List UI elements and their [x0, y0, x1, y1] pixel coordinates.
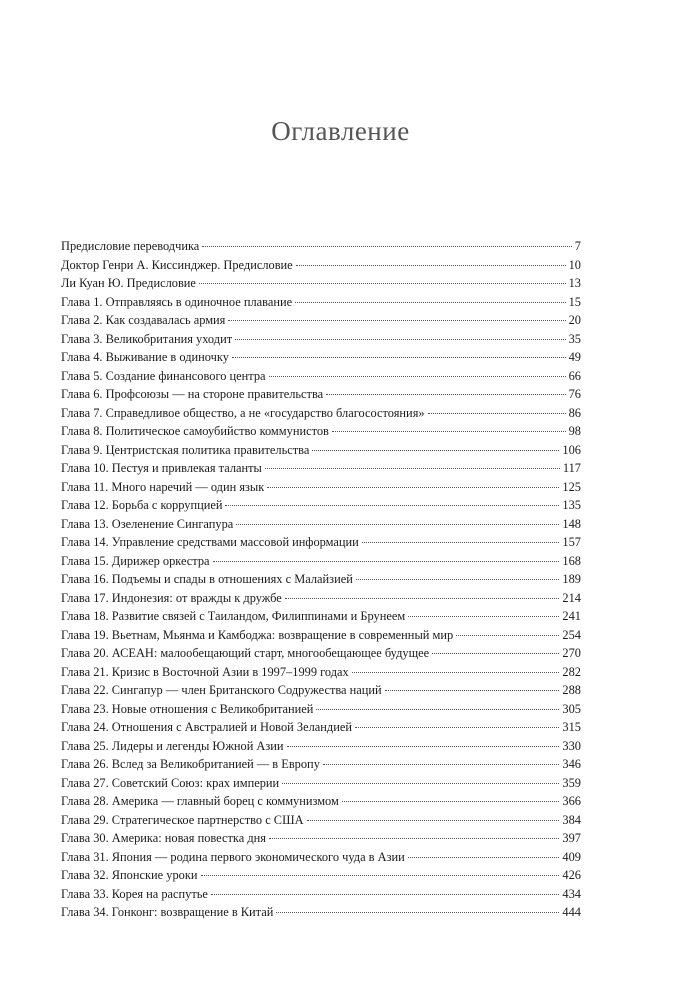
toc-entry[interactable]: [61, 293, 581, 312]
toc-entry[interactable]: [61, 737, 581, 756]
toc-dot-leader: [323, 764, 560, 765]
toc-dot-leader: [316, 709, 559, 710]
toc-entry-title: Глава 22. Сингапур — член Британского Содружества наций: [61, 683, 382, 697]
toc-dot-leader: [282, 783, 559, 784]
toc-entry[interactable]: [61, 607, 581, 626]
toc-entry[interactable]: [61, 330, 581, 349]
toc-entry-title: Глава 1. Отправляясь в одиночное плавание: [61, 294, 293, 309]
toc-dot-leader: [232, 357, 566, 358]
toc-entry-title: Глава 20. АСЕАН: малообещающий старт, многообещающее будущее: [61, 646, 430, 660]
toc-entry-page-number: 359: [562, 775, 581, 790]
toc-dot-leader: [326, 394, 565, 395]
toc-entry-title: Глава 25. Лидеры и легенды Южной Азии: [61, 738, 284, 753]
toc-entry-page-number: 282: [562, 664, 581, 679]
toc-entry-page-number: 148: [562, 516, 581, 531]
toc-dot-leader: [211, 894, 559, 895]
toc-entry-page-number: 157: [562, 535, 581, 549]
toc-entry-title: Предисловие переводчика: [61, 239, 200, 253]
toc-entry-title: Глава 10. Пестуя и привлекая таланты: [61, 461, 262, 475]
toc-entry-title: Глава 21. Кризис в Восточной Азии в 1997–1999 годах: [61, 664, 349, 679]
toc-entry-title: Доктор Генри А. Киссинджер. Предисловие: [61, 257, 293, 272]
toc-dot-leader: [385, 690, 560, 691]
toc-entry[interactable]: [61, 866, 581, 885]
toc-entry-page-number: 168: [562, 553, 581, 568]
page-title: Оглавление: [271, 116, 410, 147]
toc-entry[interactable]: [61, 811, 581, 830]
toc-entry[interactable]: [61, 311, 581, 330]
toc-dot-leader: [356, 579, 560, 580]
toc-entry-title: Глава 9. Центристская политика правительства: [61, 442, 310, 457]
toc-entry-title: Глава 19. Вьетнам, Мьянма и Камбоджа: возвращение в современный мир: [61, 627, 454, 642]
toc-entry-page-number: 434: [562, 886, 581, 901]
toc-entry-title: Глава 16. Подъемы и спады в отношениях с Малайзией: [61, 572, 353, 586]
toc-entry-page-number: 7: [574, 239, 581, 253]
toc-dot-leader: [267, 487, 559, 488]
toc-entry-title: Глава 28. Америка — главный борец с коммунизмом: [61, 794, 339, 808]
toc-entry[interactable]: [61, 663, 581, 682]
toc-entry-page-number: 86: [568, 405, 581, 420]
toc-dot-leader: [432, 653, 559, 654]
toc-entry-title: Глава 4. Выживание в одиночку: [61, 350, 229, 364]
toc-entry[interactable]: [61, 626, 581, 645]
toc-entry[interactable]: [61, 885, 581, 904]
toc-entry-title: Глава 8. Политическое самоубийство коммунистов: [61, 424, 329, 438]
toc-entry-page-number: 330: [562, 738, 581, 753]
toc-dot-leader: [276, 912, 559, 913]
toc-entry-page-number: 214: [562, 590, 581, 605]
toc-dot-leader: [199, 283, 566, 284]
toc-entry[interactable]: [61, 552, 581, 571]
toc-entry[interactable]: [61, 515, 581, 534]
toc-entry-page-number: 288: [562, 683, 581, 697]
toc-entry-title: Ли Куан Ю. Предисловие: [61, 276, 196, 290]
toc-dot-leader: [332, 431, 566, 432]
toc-dot-leader: [456, 635, 559, 636]
toc-entry-title: Глава 27. Советский Союз: крах империи: [61, 775, 280, 790]
toc-dot-leader: [265, 468, 560, 469]
toc-dot-leader: [287, 746, 560, 747]
toc-entry[interactable]: [61, 496, 581, 515]
toc-entry[interactable]: [61, 441, 581, 460]
toc-entry[interactable]: [61, 478, 581, 497]
toc-entry-title: Глава 17. Индонезия: от вражды к дружбе: [61, 590, 282, 605]
toc-entry[interactable]: [61, 681, 581, 700]
toc-entry-page-number: 135: [562, 498, 581, 512]
toc-entry-page-number: 76: [568, 387, 581, 401]
toc-dot-leader: [201, 875, 560, 876]
toc-entry-title: Глава 5. Создание финансового центра: [61, 368, 266, 383]
toc-dot-leader: [285, 598, 560, 599]
toc-entry-page-number: 15: [568, 294, 581, 309]
toc-entry-page-number: 270: [562, 646, 581, 660]
toc-entry-title: Глава 31. Япония — родина первого экономического чуда в Азии: [61, 849, 405, 864]
toc-entry-page-number: 35: [568, 331, 581, 346]
toc-entry-title: Глава 14. Управление средствами массовой информации: [61, 535, 359, 549]
toc-entry-title: Глава 18. Развитие связей с Таиландом, Филиппинами и Брунеем: [61, 609, 406, 623]
toc-entry-page-number: 125: [562, 479, 581, 494]
toc-entry-page-number: 397: [562, 831, 581, 845]
toc-dot-leader: [355, 727, 559, 728]
toc-entry[interactable]: [61, 755, 581, 774]
toc-entry-page-number: 20: [568, 313, 581, 327]
toc-entry-title: Глава 2. Как создавалась армия: [61, 313, 226, 327]
toc-dot-leader: [213, 561, 560, 562]
toc-entry[interactable]: [61, 256, 581, 275]
toc-dot-leader: [236, 524, 559, 525]
toc-dot-leader: [202, 246, 571, 247]
toc-entry-title: Глава 30. Америка: новая повестка дня: [61, 831, 266, 845]
toc-dot-leader: [352, 672, 560, 673]
toc-entry-page-number: 384: [562, 812, 581, 827]
toc-entry-page-number: 346: [562, 757, 581, 771]
toc-entry[interactable]: [61, 848, 581, 867]
toc-entry-title: Глава 12. Борьба с коррупцией: [61, 498, 223, 512]
toc-entry-page-number: 305: [562, 701, 581, 716]
toc-entry[interactable]: [61, 459, 581, 478]
toc-entry[interactable]: [61, 829, 581, 848]
toc-entry[interactable]: [61, 700, 581, 719]
toc-entry-title: Глава 23. Новые отношения с Великобританией: [61, 701, 314, 716]
toc-entry-page-number: 117: [562, 461, 581, 475]
toc-entry-title: Глава 7. Справедливое общество, а не «государство благосостояния»: [61, 405, 425, 420]
table-of-contents: [61, 237, 581, 922]
toc-entry-page-number: 366: [562, 794, 581, 808]
toc-entry[interactable]: [61, 533, 581, 552]
toc-dot-leader: [235, 339, 565, 340]
toc-entry[interactable]: [61, 367, 581, 386]
toc-dot-leader: [295, 302, 566, 303]
toc-entry-title: Глава 11. Много наречий — один язык: [61, 479, 265, 494]
toc-entry[interactable]: [61, 348, 581, 367]
toc-dot-leader: [408, 616, 559, 617]
toc-entry-page-number: 98: [568, 424, 581, 438]
toc-entry[interactable]: [61, 792, 581, 811]
toc-dot-leader: [408, 857, 560, 858]
toc-entry[interactable]: [61, 237, 581, 256]
toc-entry-page-number: 315: [562, 720, 581, 734]
toc-entry-page-number: 106: [562, 442, 581, 457]
toc-dot-leader: [362, 542, 560, 543]
toc-entry-page-number: 10: [568, 257, 581, 272]
toc-dot-leader: [296, 265, 566, 266]
toc-dot-leader: [342, 801, 560, 802]
toc-entry[interactable]: [61, 774, 581, 793]
toc-entry-title: Глава 6. Профсоюзы — на стороне правительства: [61, 387, 324, 401]
toc-entry-title: Глава 15. Дирижер оркестра: [61, 553, 210, 568]
toc-entry-title: Глава 33. Корея на распутье: [61, 886, 208, 901]
toc-entry[interactable]: [61, 589, 581, 608]
toc-entry-page-number: 409: [562, 849, 581, 864]
toc-entry[interactable]: [61, 422, 581, 441]
toc-entry-title: Глава 29. Стратегическое партнерство с США: [61, 812, 304, 827]
toc-entry-page-number: 189: [562, 572, 581, 586]
toc-entry[interactable]: [61, 404, 581, 423]
toc-entry[interactable]: [61, 570, 581, 589]
toc-entry[interactable]: [61, 385, 581, 404]
toc-entry-page-number: 254: [562, 627, 581, 642]
toc-entry-title: Глава 24. Отношения с Австралией и Новой Зеландией: [61, 720, 352, 734]
toc-dot-leader: [228, 320, 565, 321]
toc-dot-leader: [225, 505, 559, 506]
toc-entry[interactable]: [61, 644, 581, 663]
toc-entry-page-number: 444: [562, 905, 581, 919]
toc-dot-leader: [269, 838, 559, 839]
toc-dot-leader: [428, 413, 566, 414]
toc-entry-title: Глава 13. Озеленение Сингапура: [61, 516, 234, 531]
toc-entry-page-number: 241: [562, 609, 581, 623]
toc-entry-title: Глава 34. Гонконг: возвращение в Китай: [61, 905, 274, 919]
toc-entry-title: Глава 3. Великобритания уходит: [61, 331, 233, 346]
toc-entry-page-number: 13: [568, 276, 581, 290]
toc-dot-leader: [312, 450, 559, 451]
toc-entry[interactable]: [61, 903, 581, 922]
toc-entry-page-number: 426: [562, 868, 581, 882]
toc-dot-leader: [269, 376, 566, 377]
toc-entry[interactable]: [61, 274, 581, 293]
toc-entry-title: Глава 32. Японские уроки: [61, 868, 198, 882]
toc-entry-title: Глава 26. Вслед за Великобританией — в Европу: [61, 757, 320, 771]
toc-entry-page-number: 49: [568, 350, 581, 364]
toc-entry[interactable]: [61, 718, 581, 737]
toc-dot-leader: [307, 820, 560, 821]
toc-entry-page-number: 66: [568, 368, 581, 383]
